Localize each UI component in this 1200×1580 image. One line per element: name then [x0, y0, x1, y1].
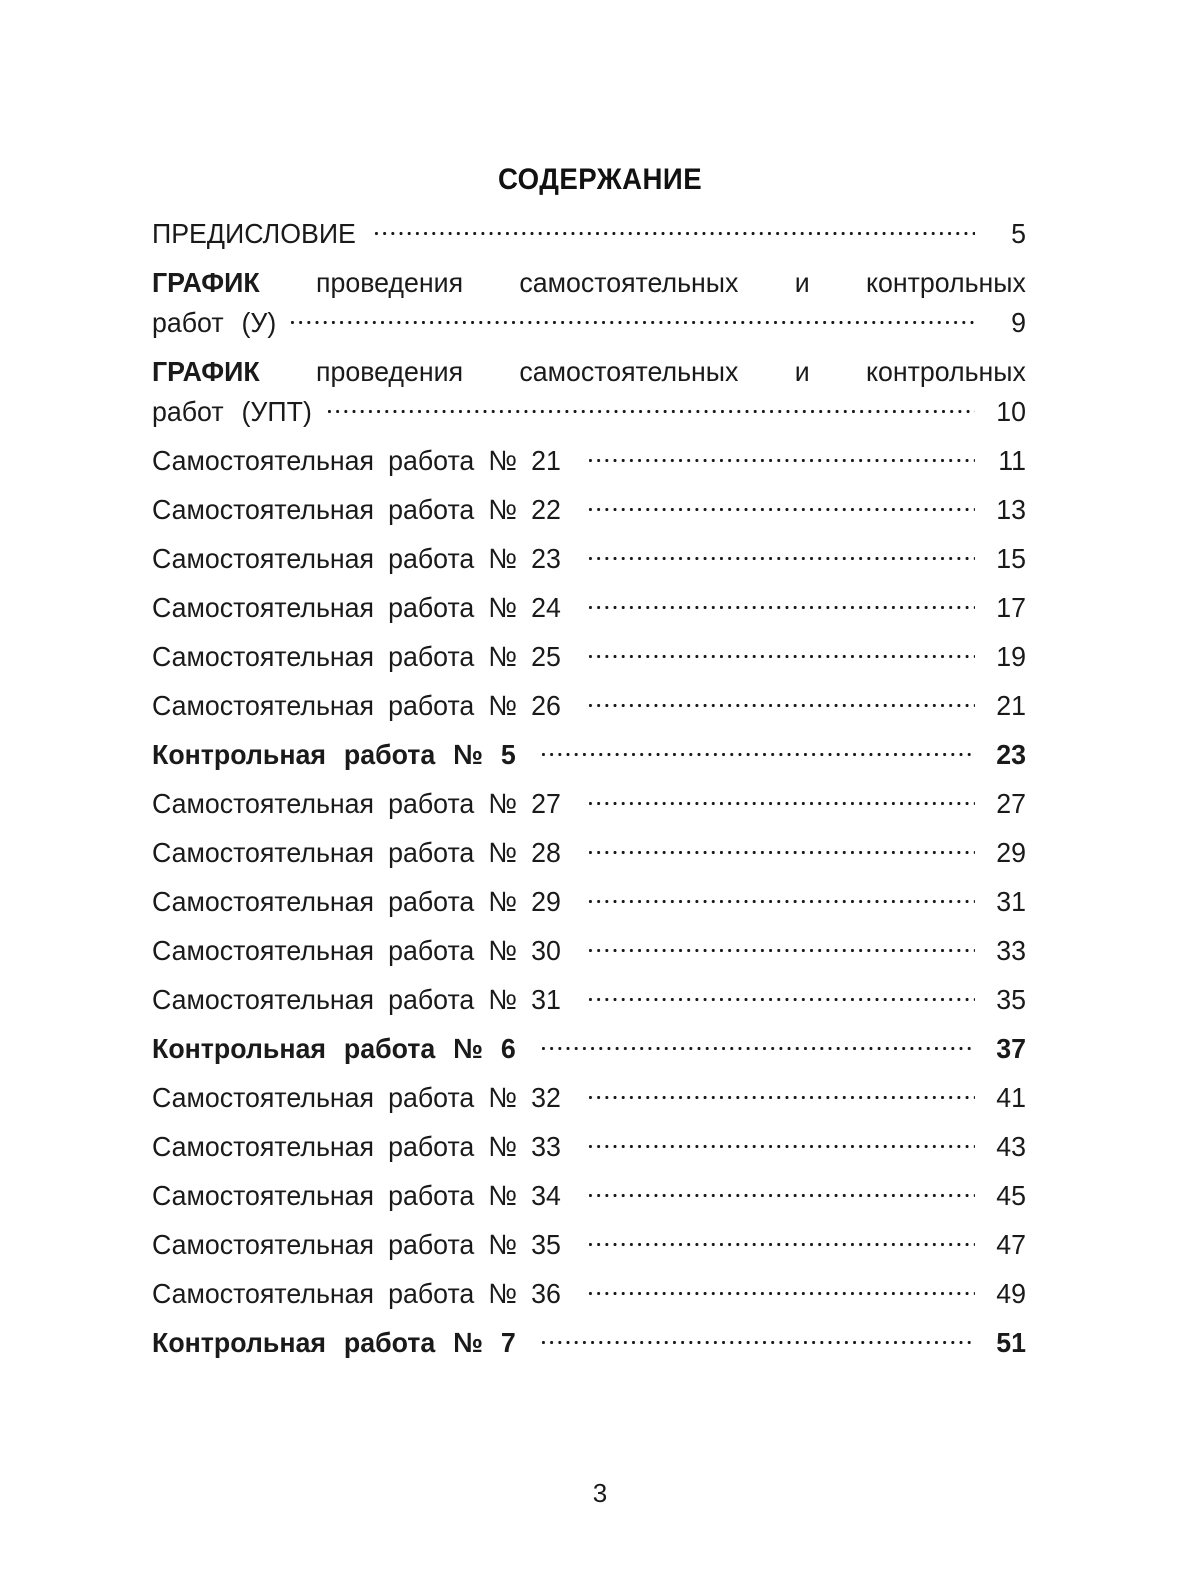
toc-entry-label: Самостоятельная работа № 28 [152, 837, 561, 868]
toc-entry-label: Самостоятельная работа № 24 [152, 592, 561, 623]
toc-entry-label: Самостоятельная работа № 22 [152, 494, 561, 525]
toc-entry[interactable] [152, 1029, 1026, 1069]
toc-entry-line [152, 490, 1026, 530]
toc-entry-line [152, 1225, 1026, 1265]
toc-entry-label: Самостоятельная работа № 34 [152, 1180, 561, 1211]
toc-entry-headline-emphasis: ГРАФИК [152, 267, 260, 298]
toc-entry-line [152, 686, 1026, 726]
toc-entry-line [152, 980, 1026, 1020]
toc-entry-page-number: 17 [996, 592, 1026, 623]
dot-leader [542, 1030, 975, 1058]
toc-entry-page-number: 43 [996, 1131, 1026, 1162]
toc-entry-line [152, 441, 1026, 481]
toc-entry-page-number: 15 [996, 543, 1026, 574]
toc-entry[interactable] [152, 1176, 1026, 1216]
dot-leader [589, 834, 975, 862]
dot-leader [589, 1226, 975, 1254]
dot-leader [542, 1324, 975, 1352]
toc-entry-page-number: 51 [996, 1327, 1026, 1358]
toc-entry-page-number: 49 [996, 1278, 1026, 1309]
toc-entry-label: Контрольная работа № 5 [152, 739, 516, 770]
toc-entry-line [152, 539, 1026, 579]
toc-entry-line [152, 735, 1026, 775]
dot-leader [589, 785, 975, 813]
toc-entry[interactable] [152, 784, 1026, 824]
toc-entry-label: Самостоятельная работа № 32 [152, 1082, 561, 1113]
toc-entry-page-number: 31 [996, 886, 1026, 917]
toc-entry-label: Самостоятельная работа № 23 [152, 543, 561, 574]
dot-leader [589, 589, 975, 617]
toc-entry-page-number: 33 [996, 935, 1026, 966]
toc-entry[interactable] [152, 1078, 1026, 1118]
toc-entry-label: Самостоятельная работа № 27 [152, 788, 561, 819]
toc-entry-headline-emphasis: ГРАФИК [152, 356, 260, 387]
toc-entry-line [152, 1078, 1026, 1118]
toc-entry-page-number: 5 [1011, 218, 1026, 249]
toc-entry-label: Самостоятельная работа № 31 [152, 984, 561, 1015]
page-folio: 3 [592, 1478, 608, 1508]
toc-entry[interactable] [152, 263, 1026, 343]
toc-entry-headline [152, 352, 1026, 392]
toc-entry-page-number: 47 [996, 1229, 1026, 1260]
toc-entry-label: Самостоятельная работа № 33 [152, 1131, 561, 1162]
page-title: СОДЕРЖАНИЕ [497, 163, 703, 196]
toc-entry[interactable] [152, 490, 1026, 530]
dot-leader [589, 883, 975, 911]
toc-entry[interactable] [152, 833, 1026, 873]
toc-entry-label: Контрольная работа № 6 [152, 1033, 516, 1064]
toc-entry-page-number: 41 [996, 1082, 1026, 1113]
toc-entry[interactable] [152, 882, 1026, 922]
dot-leader [589, 1079, 975, 1107]
toc-entry-headline-rest: проведения самостоятельных и контрольных [259, 267, 1026, 298]
toc-entry[interactable] [152, 352, 1026, 432]
toc-entry-label: Самостоятельная работа № 35 [152, 1229, 561, 1260]
toc-entry[interactable] [152, 1225, 1026, 1265]
toc-entry-line [152, 833, 1026, 873]
toc-entry-page-number: 45 [996, 1180, 1026, 1211]
toc-entry[interactable] [152, 588, 1026, 628]
dot-leader [375, 215, 976, 243]
toc-entry[interactable] [152, 980, 1026, 1020]
dot-leader [589, 981, 975, 1009]
toc-entry-page-number: 11 [998, 445, 1026, 476]
toc-entry[interactable] [152, 686, 1026, 726]
toc-entry[interactable] [152, 735, 1026, 775]
dot-leader [589, 687, 975, 715]
toc-entry-page-number: 23 [996, 739, 1026, 770]
toc-entry-line [152, 1176, 1026, 1216]
toc-entry-label: ПРЕДИСЛОВИЕ [152, 218, 356, 249]
toc-entry-label: работ (У) [152, 307, 277, 338]
toc-entry-page-number: 29 [996, 837, 1026, 868]
dot-leader [589, 491, 975, 519]
dot-leader [589, 442, 975, 470]
toc-entry[interactable] [152, 539, 1026, 579]
toc-entry-headline [152, 263, 1026, 303]
toc-entry[interactable] [152, 214, 1026, 254]
toc-entry-page-number: 19 [996, 641, 1026, 672]
dot-leader [542, 736, 975, 764]
toc-entry-page-number: 27 [996, 788, 1026, 819]
toc-entry-page-number: 21 [996, 690, 1026, 721]
toc-entry-line [152, 392, 1026, 432]
dot-leader [589, 540, 975, 568]
toc-entry-line [152, 784, 1026, 824]
toc-entry-page-number: 9 [1011, 307, 1026, 338]
dot-leader [589, 932, 975, 960]
dot-leader [291, 304, 975, 332]
toc-entry-label: Самостоятельная работа № 36 [152, 1278, 561, 1309]
toc-entry-line [152, 303, 1026, 343]
toc-entry[interactable] [152, 637, 1026, 677]
toc-entry-label: Самостоятельная работа № 30 [152, 935, 561, 966]
toc-entry-line [152, 588, 1026, 628]
toc-entry-label: Самостоятельная работа № 21 [152, 445, 561, 476]
toc-entry[interactable] [152, 931, 1026, 971]
toc-entry-line [152, 214, 1026, 254]
toc-entry-line [152, 882, 1026, 922]
toc-entry-label: Самостоятельная работа № 29 [152, 886, 561, 917]
toc-entry-line [152, 1127, 1026, 1167]
toc-entry-line [152, 1029, 1026, 1069]
toc-entry-headline-rest: проведения самостоятельных и контрольных [259, 356, 1026, 387]
toc-entry-page-number: 10 [996, 396, 1026, 427]
toc-entry-line [152, 1323, 1026, 1363]
dot-leader [589, 638, 975, 666]
toc-entry-label: работ (УПТ) [152, 396, 312, 427]
toc-entry[interactable] [152, 1323, 1026, 1363]
toc-entry-page-number: 37 [996, 1033, 1026, 1064]
toc-entry-label: Самостоятельная работа № 26 [152, 690, 561, 721]
toc-list [152, 214, 1026, 1372]
dot-leader [589, 1275, 975, 1303]
toc-entry[interactable] [152, 441, 1026, 481]
toc-entry-page-number: 13 [996, 494, 1026, 525]
dot-leader [589, 1128, 975, 1156]
toc-entry-label: Контрольная работа № 7 [152, 1327, 516, 1358]
toc-entry[interactable] [152, 1127, 1026, 1167]
dot-leader [328, 393, 975, 421]
toc-entry-line [152, 1274, 1026, 1314]
toc-entry-line [152, 931, 1026, 971]
toc-entry-page-number: 35 [996, 984, 1026, 1015]
toc-entry[interactable] [152, 1274, 1026, 1314]
toc-entry-line [152, 637, 1026, 677]
toc-entry-label: Самостоятельная работа № 25 [152, 641, 561, 672]
dot-leader [589, 1177, 975, 1205]
